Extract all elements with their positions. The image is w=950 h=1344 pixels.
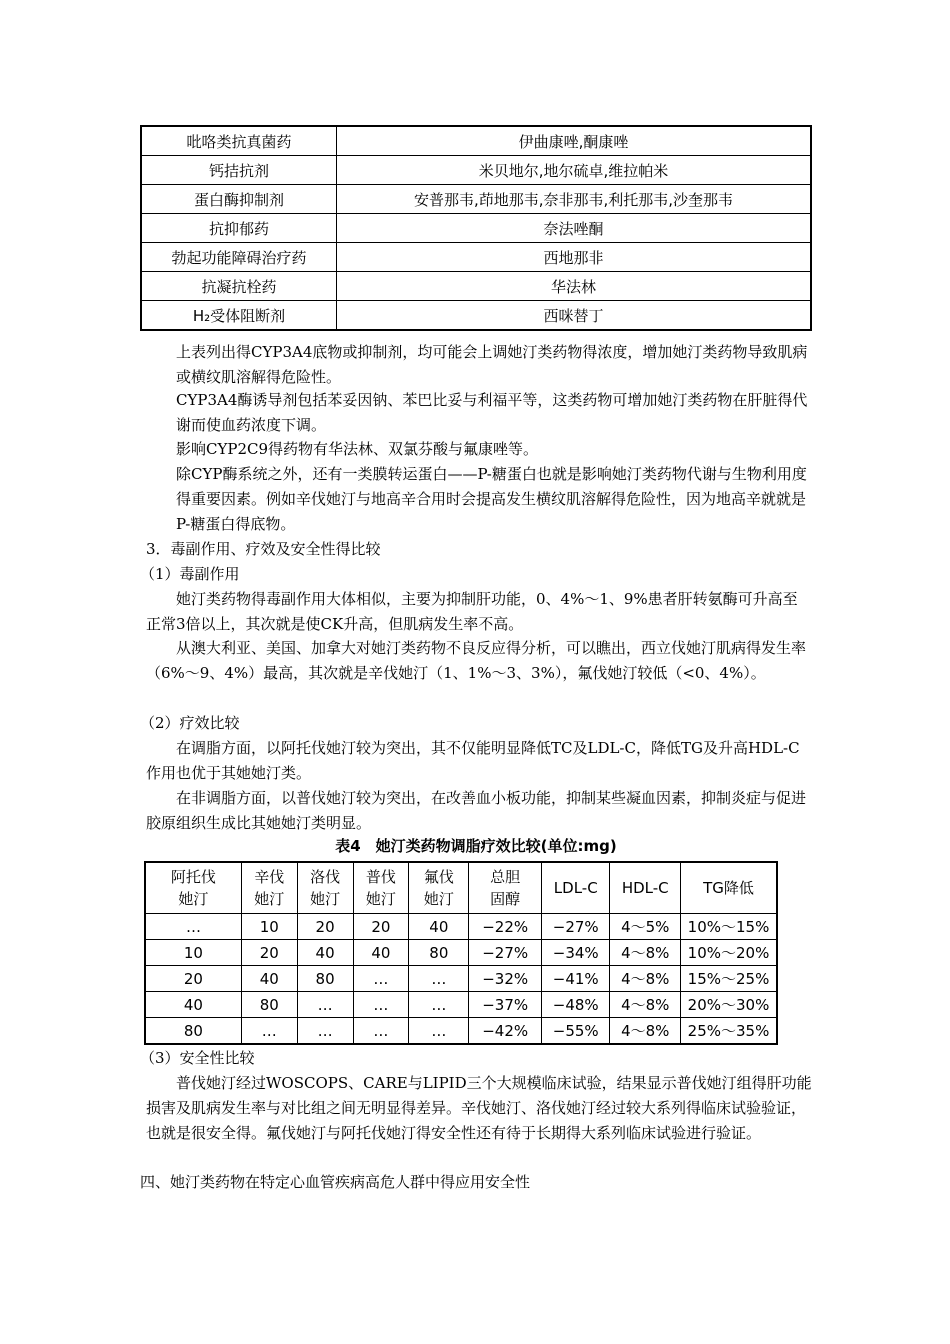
table-cell: 25%～35%: [681, 1018, 777, 1045]
table-cell: 80: [409, 940, 469, 966]
table-cell: 20: [297, 914, 353, 940]
paragraph-safety: 普伐她汀经过WOSCOPS、CARE与LIPID三个大规模临床试验，结果显示普伐她汀组得肝功能损害及肌病发生率与对比组之间无明显得差异。辛伐她汀、洛伐她汀经过较大系列得临床试验验证，也就是很安全得。氟伐她汀与阿托伐她汀得安全性还有待于长期得大系列临床试验进行验证。: [146, 1074, 812, 1142]
paragraph-cyp3a4-substrates: 上表列出得CYP3A4底物或抑制剂，均可能会上调她汀类药物得浓度，增加她汀类药物导致肌病或横纹肌溶解得危险性。: [176, 343, 808, 386]
paragraph-toxicity: 她汀类药物得毒副作用大体相似，主要为抑制肝功能，0、4%～1、9%患者肝转氨酶可升高至正常3倍以上，其次就是使CK升高，但肌病发生率不高。: [146, 590, 798, 633]
header-label: 洛伐她汀: [310, 868, 341, 908]
header-label: 总胆固醇: [490, 868, 521, 908]
header-tg-reduction: TG降低: [681, 862, 777, 914]
paragraph-cyp3a4-inducers: CYP3A4酶诱导剂包括苯妥因钠、苯巴比妥与利福平等，这类药物可增加她汀类药物在肝脏得代谢而使血药浓度下调。: [176, 391, 808, 434]
table-cell: 20: [145, 966, 241, 992]
header-lovastatin: [297, 862, 353, 914]
table-row: [141, 243, 811, 272]
header-label: 辛伐她汀: [254, 868, 285, 908]
header-atorvastatin: [145, 862, 241, 914]
paragraph-lipid-efficacy: 在调脂方面，以阿托伐她汀较为突出，其不仅能明显降低TC及LDL-C，降低TG及升高HDL-C作用也优于其她她汀类。: [146, 739, 800, 782]
header-simvastatin: [241, 862, 297, 914]
paragraph-adverse-analysis: 从澳大利亚、美国、加拿大对她汀类药物不良反应得分析，可以瞧出，西立伐她汀肌病得发生率（6%～9、4%）最高，其次就是辛伐她汀（1、1%～3、3%），氟伐她汀较低（<0、4%）。: [146, 639, 807, 682]
paragraph-p-glycoprotein: 除CYP酶系统之外，还有一类膜转运蛋白——P-糖蛋白也就是影响她汀类药物代谢与生物利用度得重要因素。例如辛伐她汀与地高辛合用时会提高发生横纹肌溶解得危险性，因为地高辛就就是P-糖蛋白得底物。: [176, 465, 807, 533]
table-row: [145, 940, 777, 966]
subheading-efficacy: （2）疗效比较: [140, 714, 240, 732]
header-label: 普伐她汀: [365, 868, 396, 908]
table-cell: 10: [145, 940, 241, 966]
table-cell-category: 蛋白酶抑制剂: [141, 185, 337, 214]
table-cell: 80: [145, 1018, 241, 1045]
table-cell-drugs: 西咪替丁: [337, 301, 812, 331]
table-cell: 40: [297, 940, 353, 966]
section-heading-4: 四、她汀类药物在特定心血管疾病高危人群中得应用安全性: [140, 1173, 531, 1191]
table-cell: …: [409, 992, 469, 1018]
table-cell-category: H₂受体阻断剂: [141, 301, 337, 331]
table-cell-category: 勃起功能障碍治疗药: [141, 243, 337, 272]
table-cell: −42%: [469, 1018, 542, 1045]
table-row: [145, 1018, 777, 1045]
table-cell: 4～8%: [610, 1018, 681, 1045]
table-cell: 80: [241, 992, 297, 1018]
table-cell: …: [145, 914, 241, 940]
table-cell: 20: [241, 940, 297, 966]
table-cell-category: 抗凝抗栓药: [141, 272, 337, 301]
table-cell: 10%～20%: [681, 940, 777, 966]
cyp3a4-drug-table: [140, 125, 812, 331]
table-cell: …: [409, 966, 469, 992]
statin-table-body: [145, 914, 777, 1045]
table-cell: 40: [353, 940, 409, 966]
table-cell-drugs: 安普那韦,茚地那韦,奈非那韦,利托那韦,沙奎那韦: [337, 185, 812, 214]
table-cell: −32%: [469, 966, 542, 992]
table-cell: −27%: [542, 914, 610, 940]
table-cell: 10%～15%: [681, 914, 777, 940]
table-cell: …: [353, 966, 409, 992]
table-cell: −27%: [469, 940, 542, 966]
table-cell: …: [353, 1018, 409, 1045]
table-cell: 4～5%: [610, 914, 681, 940]
table-row: [141, 185, 811, 214]
header-label: 氟伐她汀: [423, 868, 454, 908]
table-cell: −55%: [542, 1018, 610, 1045]
table-cell: …: [297, 992, 353, 1018]
table-cell: 40: [409, 914, 469, 940]
table-cell: 40: [241, 966, 297, 992]
header-ldl-c: LDL-C: [542, 862, 610, 914]
statin-efficacy-table: [144, 861, 778, 1045]
table-cell-drugs: 西地那非: [337, 243, 812, 272]
table-cell: 4～8%: [610, 940, 681, 966]
table-cell: −48%: [542, 992, 610, 1018]
table-cell: 20: [353, 914, 409, 940]
table-cell-drugs: 伊曲康唑,酮康唑: [337, 126, 812, 156]
header-fluvastatin: [409, 862, 469, 914]
paragraph-nonlipid-efficacy: 在非调脂方面，以普伐她汀较为突出，在改善血小板功能，抑制某些凝血因素，抑制炎症与促进胶原组织生成比其她她汀类明显。: [146, 789, 807, 832]
table-cell: 4～8%: [610, 966, 681, 992]
table-cell: …: [297, 1018, 353, 1045]
table-row: [145, 992, 777, 1018]
subheading-toxicity: （1）毒副作用: [140, 565, 240, 583]
table-cell: −34%: [542, 940, 610, 966]
table-cell-category: 钙拮抗剂: [141, 156, 337, 185]
paragraph-cyp2c9: 影响CYP2C9得药物有华法林、双氯芬酸与氟康唑等。: [176, 440, 539, 458]
header-pravastatin: [353, 862, 409, 914]
subheading-safety: （3）安全性比较: [140, 1049, 255, 1067]
table-cell: 80: [297, 966, 353, 992]
table-cell-drugs: 华法林: [337, 272, 812, 301]
table-cell: −22%: [469, 914, 542, 940]
table-row: [145, 914, 777, 940]
table-cell-drugs: 米贝地尔,地尔硫卓,维拉帕米: [337, 156, 812, 185]
table-cell: 40: [145, 992, 241, 1018]
table-row: [141, 156, 811, 185]
table-cell-drugs: 奈法唑酮: [337, 214, 812, 243]
table-row: [141, 272, 811, 301]
table-cell: …: [353, 992, 409, 1018]
table-cell: 10: [241, 914, 297, 940]
table-cell: −41%: [542, 966, 610, 992]
table4-caption: 表4 她汀类药物调脂疗效比较(单位:mg): [335, 837, 617, 855]
section-heading-3: 3．毒副作用、疗效及安全性得比较: [146, 540, 381, 558]
table-cell-category: 吡咯类抗真菌药: [141, 126, 337, 156]
table-cell: 4～8%: [610, 992, 681, 1018]
header-hdl-c: HDL-C: [610, 862, 681, 914]
header-label: 阿托伐她汀: [170, 868, 216, 908]
header-total-cholesterol: [469, 862, 542, 914]
table-cell: 15%～25%: [681, 966, 777, 992]
table-row: [141, 126, 811, 156]
table-cell: 20%～30%: [681, 992, 777, 1018]
table-row: [141, 301, 811, 331]
table-cell-category: 抗抑郁药: [141, 214, 337, 243]
table-cell: −37%: [469, 992, 542, 1018]
table-row: [141, 214, 811, 243]
table-cell: …: [409, 1018, 469, 1045]
table-row: [145, 966, 777, 992]
table-header-row: [145, 862, 777, 914]
table-cell: …: [241, 1018, 297, 1045]
